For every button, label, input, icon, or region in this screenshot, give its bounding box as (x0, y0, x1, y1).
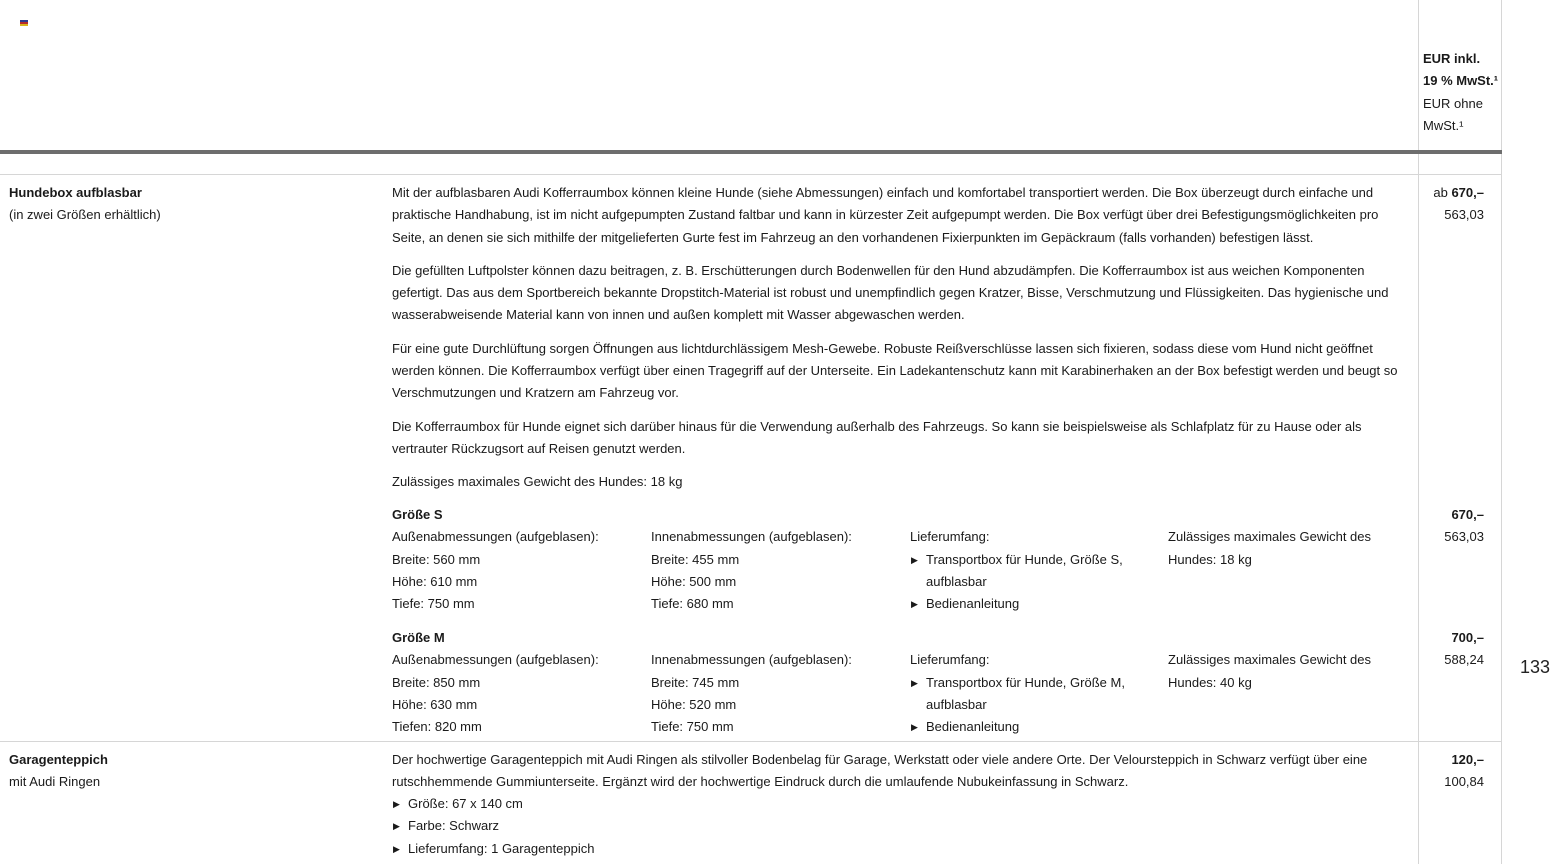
price-net-label: EUR ohne (1423, 95, 1483, 111)
dimension-value: Höhe: 520 mm (651, 696, 737, 712)
scope-item: ▶ Transportbox für Hunde, Größe S, aufblasbar (910, 549, 1150, 594)
inner-dimensions (651, 649, 901, 738)
price-net: 563,03 (1444, 207, 1484, 223)
bullet-triangle-icon: ▶ (911, 677, 918, 688)
price-gross: 670,– (1451, 507, 1484, 522)
outer-dimensions (392, 649, 642, 738)
dimension-value: Tiefen: 820 mm (392, 719, 482, 735)
outer-dimensions-label: Außenabmessungen (aufgeblasen): (392, 652, 599, 668)
size-m-price (1414, 627, 1484, 672)
max-weight (1168, 526, 1408, 571)
dimension-value: Höhe: 500 mm (651, 573, 737, 589)
price-gross-label: EUR inkl. (1423, 51, 1481, 66)
product-subtitle: mit Audi Ringen (9, 774, 101, 790)
product-subtitle: (in zwei Größen erhältlich) (9, 207, 161, 223)
scope-item: ▶ Transportbox für Hunde, Größe M, aufblasbar (910, 672, 1150, 717)
size-block-m (392, 627, 1417, 739)
description-paragraph: Die gefüllten Luftpolster können dazu beitragen, z. B. Erschütterungen durch Bodenwellen für den Hund abzudämpfen. Die Kofferraumbox ist aus weichen Komponenten gefertigt. Das aus dem Sportbereich bekannte Dropstitch-Material ist robust und unempfindlich gegen Kratzer, Bisse, Verschmutzung und Flüssigkeiten. Das hygienische und wasserabweisende Material kann von innen und außen komplett mit Wasser abgewaschen werden. (392, 262, 1389, 323)
feature-item: ▶ Farbe: Schwarz (392, 815, 594, 837)
product-name-block (9, 182, 379, 227)
dimension-value: Tiefe: 680 mm (651, 596, 734, 612)
product-price (1414, 182, 1484, 227)
table-right-border (1501, 0, 1502, 864)
price-column-header (1423, 48, 1501, 137)
row-separator (0, 741, 1502, 742)
dimension-value: Breite: 850 mm (392, 674, 481, 690)
dimension-value: Tiefe: 750 mm (651, 719, 734, 735)
feature-item: ▶ Größe: 67 x 140 cm (392, 793, 594, 815)
product-description (392, 749, 1412, 794)
price-prefix: ab (1433, 185, 1448, 200)
price-net: 563,03 (1444, 529, 1484, 545)
max-weight-text: Zulässiges maximales Gewicht des Hundes: 40 kg (1168, 652, 1372, 690)
price-gross: 120,– (1451, 752, 1484, 767)
page-number: 133 (1520, 657, 1550, 677)
scope-label: Lieferumfang: (910, 529, 990, 545)
scope-of-delivery (910, 526, 1150, 615)
product-feature-list (392, 793, 594, 860)
description-paragraph: Für eine gute Durchlüftung sorgen Öffnungen aus lichtdurchlässigem Mesh-Gewebe. Robuste Reißverschlüsse lassen sich fixieren, sodass diese vom Hund nicht geöffnet werden können. Die Kofferraumbox verfügt über einen Tragegriff auf der Unterseite. Ein Ladekantenschutz kann mit Karabinerhaken an der Box befestigt werden und beugt so Verschmutzungen und Kratzern am Fahrzeug vor. (392, 340, 1398, 401)
outer-dimensions-label: Außenabmessungen (aufgeblasen): (392, 529, 599, 545)
description-paragraph: Die Kofferraumbox für Hunde eignet sich darüber hinaus für die Verwendung außerhalb des Fahrzeugs. So kann sie beispielsweise als Schlafplatz für zu Hause oder als vertrauter Rückzugsort auf Reisen genutzt werden. (392, 418, 1362, 456)
bullet-triangle-icon: ▶ (911, 599, 918, 610)
description-paragraph: Mit der aufblasbaren Audi Kofferraumbox können kleine Hunde (siehe Abmessungen) einfach und komfortabel transportiert werden. Die Box überzeugt durch einfache und praktische Handhabung, ist im nicht aufgepumpten Zustand faltbar und kann in kürzester Zeit aufgepumpt werden. Die Box verfügt über drei Befestigungsmöglichkeiten pro Seite, an denen sie sich mithilfe der mitgelieferten Gurte fest im Fahrzeug an den vorhandenen Fixierpunkten im Gepäckraum (falls vorhanden) befestigen lässt. (392, 185, 1379, 245)
price-net: 588,24 (1444, 652, 1484, 668)
description-paragraph: Zulässiges maximales Gewicht des Hundes: 18 kg (392, 474, 683, 490)
size-block-s (392, 504, 1417, 616)
max-weight (1168, 649, 1408, 694)
price-gross: 670,– (1451, 185, 1484, 200)
scope-label: Lieferumfang: (910, 652, 990, 668)
product-price (1414, 749, 1484, 794)
product-title: Hundebox aufblasbar (9, 185, 142, 200)
price-net-label-2: MwSt.¹ (1423, 117, 1464, 133)
scope-item: ▶ Bedienanleitung (910, 716, 1150, 738)
product-name-block (9, 749, 379, 794)
size-title: Größe S (392, 507, 443, 522)
dimension-value: Tiefe: 750 mm (392, 596, 475, 612)
size-s-price (1414, 504, 1484, 549)
inner-dimensions (651, 526, 901, 615)
bullet-triangle-icon: ▶ (911, 554, 918, 565)
feature-item: ▶ Lieferumfang: 1 Garagenteppich (392, 838, 594, 860)
product-title: Garagenteppich (9, 752, 108, 767)
description-paragraph: Der hochwertige Garagenteppich mit Audi Ringen als stilvoller Bodenbelag für Garage, Werkstatt oder viele andere Orte. Der Veloursteppich in Schwarz verfügt über eine rutschhemmende Gummiunterseite. Ergänzt wird der hochwertige Eindruck durch die umlaufende Nubukeinfassung in Schwarz. (392, 752, 1368, 790)
header-rule (0, 150, 1502, 154)
dimension-value: Breite: 455 mm (651, 551, 740, 567)
language-flag-icon[interactable] (20, 20, 28, 26)
bullet-triangle-icon: ▶ (911, 722, 918, 733)
header-subrule (0, 174, 1502, 175)
price-gross: 700,– (1451, 630, 1484, 645)
price-column-divider (1418, 0, 1419, 864)
outer-dimensions (392, 526, 642, 615)
size-title: Größe M (392, 630, 445, 645)
dimension-value: Höhe: 610 mm (392, 573, 478, 589)
dimension-value: Breite: 560 mm (392, 551, 481, 567)
dimension-value: Höhe: 630 mm (392, 696, 478, 712)
inner-dimensions-label: Innenabmessungen (aufgeblasen): (651, 529, 852, 545)
bullet-triangle-icon: ▶ (393, 821, 400, 832)
scope-item: ▶ Bedienanleitung (910, 593, 1150, 615)
price-gross-label-2: 19 % MwSt.¹ (1423, 73, 1499, 89)
product-description (392, 182, 1412, 494)
inner-dimensions-label: Innenabmessungen (aufgeblasen): (651, 652, 852, 668)
bullet-triangle-icon: ▶ (393, 843, 400, 854)
bullet-triangle-icon: ▶ (393, 799, 400, 809)
price-net: 100,84 (1444, 774, 1484, 790)
dimension-value: Breite: 745 mm (651, 674, 740, 690)
max-weight-text: Zulässiges maximales Gewicht des Hundes: 18 kg (1168, 529, 1372, 567)
scope-of-delivery (910, 649, 1150, 738)
